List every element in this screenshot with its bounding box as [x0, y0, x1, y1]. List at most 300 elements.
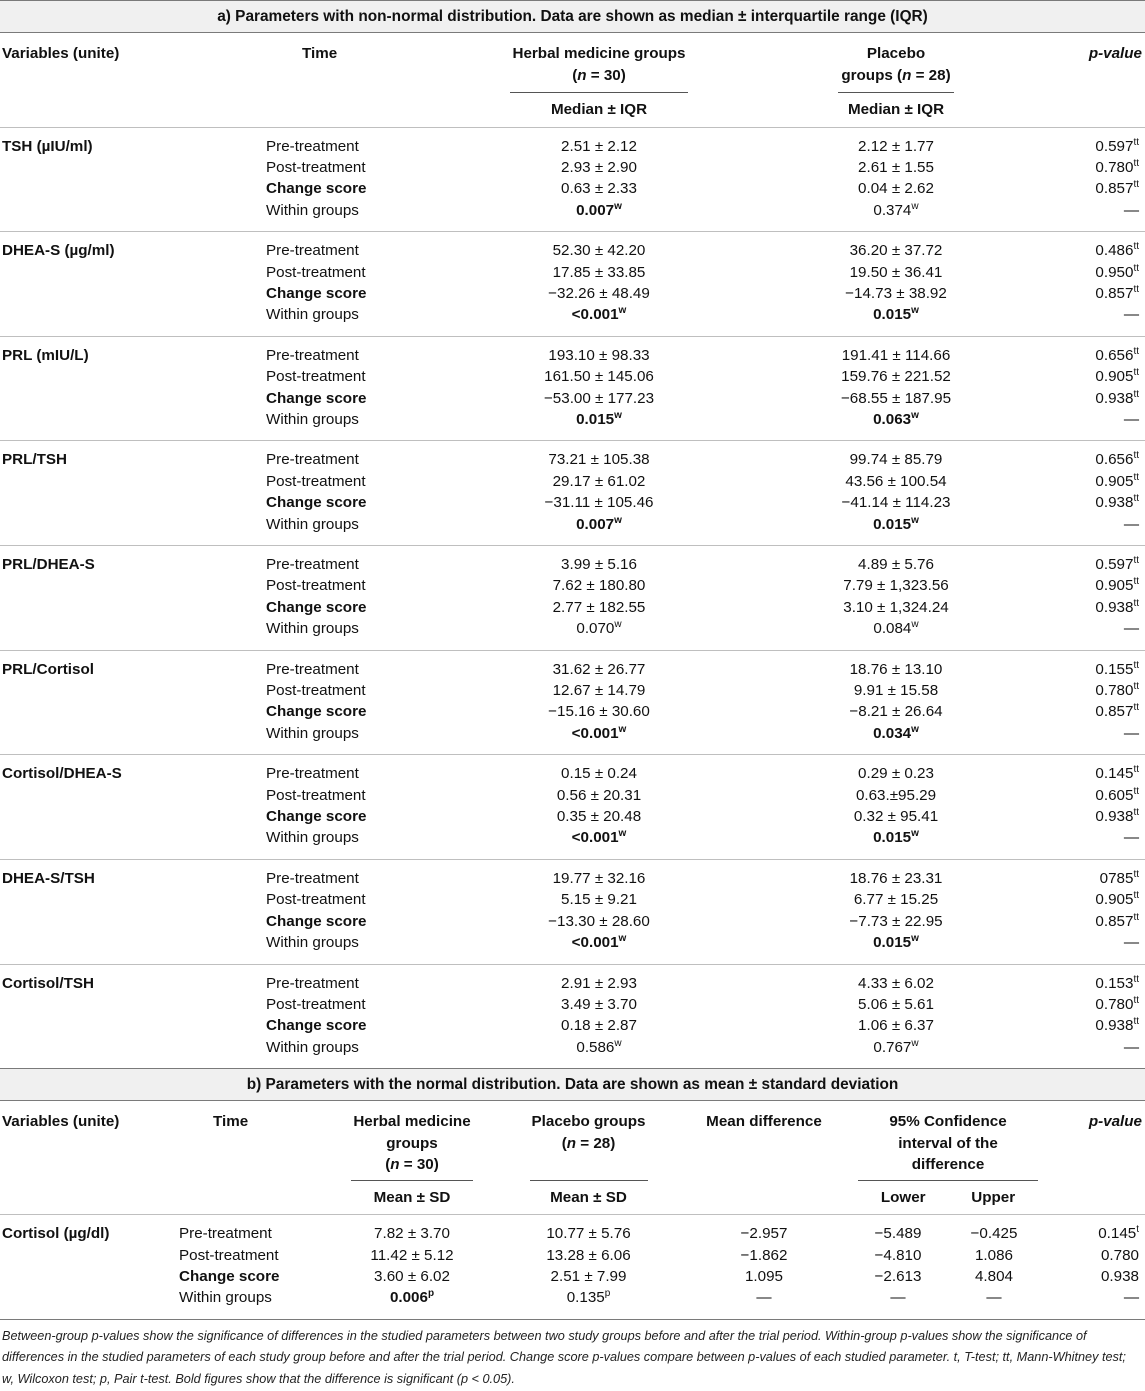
p-value-value: 0.656 [1095, 451, 1134, 469]
table-row [0, 597, 1145, 618]
placebo-value-value: 0.084 [873, 620, 912, 638]
herbal-value [452, 650, 746, 680]
herbal-value-value: −32.26 ± 48.49 [548, 284, 650, 302]
p-value-value: 0.145 [1098, 1225, 1137, 1243]
variable-name-empty [0, 514, 252, 546]
herbal-value [452, 283, 746, 304]
herbal-value-value: 52.30 ± 42.20 [552, 242, 646, 260]
p-value [1046, 232, 1145, 262]
placebo-value-value: 2.61 ± 1.55 [858, 158, 934, 176]
p-value-superscript: tt [1133, 1016, 1139, 1028]
placebo-value-value: −7.73 ± 22.95 [849, 912, 943, 930]
herbal-value [452, 409, 746, 441]
placebo-value [746, 859, 1046, 889]
herbal-value-value: 0.007 [576, 201, 615, 219]
herbal-value [452, 336, 746, 366]
table-row [0, 1215, 1145, 1245]
col-header-herbal-line1: Herbal medicine groups [512, 45, 686, 62]
variable-name-empty [0, 680, 252, 701]
time-label: Change score [266, 284, 367, 302]
p-value [1046, 680, 1145, 701]
p-value-value: — [1123, 515, 1139, 533]
table-row [0, 723, 1145, 755]
herbal-value-value: <0.001 [571, 829, 619, 847]
p-value-value: 0.145 [1095, 765, 1134, 783]
placebo-value-value: 10.77 ± 5.76 [546, 1225, 631, 1243]
p-value [1046, 1037, 1145, 1068]
p-value-superscript: tt [1133, 994, 1139, 1006]
time-label: Pre-treatment [266, 765, 359, 783]
p-value-value: 0.486 [1095, 242, 1134, 260]
p-value [1046, 157, 1145, 178]
placebo-value [746, 723, 1046, 755]
table-row [0, 283, 1145, 304]
table-row [0, 178, 1145, 199]
variable-name-empty [0, 932, 252, 964]
variable-name-empty [0, 304, 252, 336]
placebo-value-value: 0.015 [873, 306, 912, 324]
placebo-value [746, 650, 1046, 680]
part-a-header-row [0, 33, 1145, 127]
herbal-value [323, 1245, 501, 1266]
herbal-value [452, 994, 746, 1015]
ci-upper-value: −0.425 [970, 1225, 1018, 1243]
time-label: Change score [266, 389, 367, 407]
herbal-value-value: 0.006 [389, 1289, 428, 1307]
p-value-value: — [1123, 620, 1139, 638]
placebo-value [746, 1037, 1046, 1068]
p-value [1046, 597, 1145, 618]
variable-name: Cortisol/TSH [2, 974, 94, 992]
placebo-b-n: n [566, 1134, 577, 1152]
variable-name-empty [0, 889, 252, 910]
placebo-value-superscript: p [604, 1288, 611, 1300]
time-label: Post-treatment [266, 682, 366, 700]
variable-name-empty [0, 618, 252, 650]
herbal-value-value: 2.91 ± 2.93 [561, 974, 637, 992]
mean-difference-value: 1.095 [744, 1267, 783, 1285]
table-row [0, 618, 1145, 650]
p-value [1046, 650, 1145, 680]
table-row [0, 200, 1145, 232]
herbal-value [452, 755, 746, 785]
herbal-value-value: 3.49 ± 3.70 [561, 995, 637, 1013]
herbal-value [452, 388, 746, 409]
p-value-superscript: tt [1133, 807, 1139, 818]
time-label: Change score [266, 180, 367, 198]
p-value-superscript: tt [1133, 764, 1139, 776]
ci-lower-value: −4.810 [874, 1246, 922, 1264]
p-value-value: 0.857 [1095, 912, 1134, 930]
p-value-value: 0.605 [1095, 786, 1134, 804]
variable-name-empty [0, 471, 252, 492]
herbal-value-value: <0.001 [571, 306, 619, 324]
table-row [0, 262, 1145, 283]
placebo-value [746, 597, 1046, 618]
col-header-herbal-b-line3 [351, 1154, 473, 1176]
table-row [0, 441, 1145, 471]
herbal-value [452, 701, 746, 722]
time-label: Change score [266, 598, 367, 616]
p-value-value: 0.905 [1095, 472, 1134, 490]
p-value-value: 0.780 [1095, 682, 1134, 700]
time-label: Within groups [155, 1287, 323, 1319]
col-header-placebo-b [501, 1101, 676, 1215]
placebo-value-value: 0.015 [873, 934, 912, 952]
p-value [1046, 471, 1145, 492]
herbal-value-value: 2.93 ± 2.90 [561, 158, 637, 176]
placebo-value-value: 0.32 ± 95.41 [853, 808, 939, 826]
p-value-value: 0.938 [1095, 808, 1134, 826]
placebo-b-n-close: = 28) [576, 1134, 616, 1152]
time-label: Within groups [252, 200, 452, 232]
variable-name-empty [0, 157, 252, 178]
p-value [1046, 723, 1145, 755]
ci-upper [944, 1215, 1044, 1245]
placebo-value-value: 36.20 ± 37.72 [849, 242, 943, 260]
placebo-value [746, 701, 1046, 722]
placebo-value-value: 9.91 ± 15.58 [853, 682, 939, 700]
mean-difference [676, 1245, 852, 1266]
table-row [0, 911, 1145, 932]
table-row [0, 575, 1145, 596]
herbal-value-superscript: w [618, 933, 627, 945]
herbal-n-close: = 30) [586, 66, 626, 84]
p-value-superscript: tt [1133, 680, 1139, 692]
placebo-value [746, 546, 1046, 576]
table-row [0, 994, 1145, 1015]
herbal-value-value: 0.63 ± 2.33 [561, 180, 637, 198]
placebo-value [746, 471, 1046, 492]
p-value [1046, 336, 1145, 366]
placebo-value-value: 13.28 ± 6.06 [546, 1246, 631, 1264]
placebo-value [746, 409, 1046, 441]
variable-name-empty [0, 409, 252, 441]
herbal-value [452, 366, 746, 387]
table-row [0, 336, 1145, 366]
time-label: Within groups [252, 304, 452, 336]
ci-upper-value: — [986, 1289, 1002, 1307]
placebo-value [746, 911, 1046, 932]
col-header-placebo-line2 [838, 65, 954, 87]
placebo-value-superscript: w [911, 619, 919, 631]
time-label: Within groups [252, 618, 452, 650]
p-value [1046, 618, 1145, 650]
time-label: Pre-treatment [266, 451, 359, 469]
col-header-pvalue: p-value [1046, 33, 1145, 127]
variable-name-empty [0, 178, 252, 199]
herbal-value-value: <0.001 [571, 724, 619, 742]
variable-name-empty [0, 911, 252, 932]
time-label: Pre-treatment [179, 1225, 272, 1243]
p-value [1046, 492, 1145, 513]
p-value [1046, 806, 1145, 827]
p-value-value: 0.780 [1095, 995, 1134, 1013]
placebo-value-superscript: w [911, 200, 919, 212]
p-value-value: 0785 [1099, 869, 1134, 887]
p-value [1046, 785, 1145, 806]
p-value-superscript: tt [1133, 868, 1139, 880]
placebo-value [746, 232, 1046, 262]
variable-name: PRL/DHEA-S [2, 556, 95, 573]
p-value [1046, 889, 1145, 910]
p-value [1044, 1245, 1145, 1266]
p-value-value: 0.938 [1095, 598, 1134, 616]
col-subheader-herbal-b: Mean ± SD [351, 1180, 473, 1209]
time-label: Within groups [252, 932, 452, 964]
col-subheader-herbal: Median ± IQR [510, 92, 688, 121]
p-value [1046, 514, 1145, 546]
herbal-value-superscript: w [614, 1037, 622, 1049]
time-label: Change score [266, 1017, 367, 1035]
placebo-value-value: 2.12 ± 1.77 [858, 137, 934, 155]
variable-name-empty [0, 1037, 252, 1068]
placebo-value [746, 283, 1046, 304]
placebo-value-superscript: w [911, 1037, 919, 1049]
time-label: Post-treatment [179, 1246, 279, 1264]
col-header-placebo-b-line2 [530, 1133, 648, 1155]
placebo-value-value: 1.06 ± 6.37 [858, 1017, 934, 1035]
time-label: Post-treatment [266, 995, 366, 1013]
time-label: Within groups [252, 514, 452, 546]
p-value-superscript: tt [1133, 576, 1139, 588]
p-value [1046, 575, 1145, 596]
table-row [0, 806, 1145, 827]
part-b-body [0, 1215, 1145, 1320]
p-value-value: 0.905 [1095, 891, 1134, 909]
col-header-variables-b: Variables (unite) [0, 1101, 155, 1215]
herbal-value [452, 911, 746, 932]
ci-upper [944, 1245, 1044, 1266]
p-value-value: — [1123, 1289, 1139, 1307]
variable-name-empty [0, 723, 252, 755]
col-header-herbal-b-line1: Herbal medicine [353, 1113, 471, 1131]
col-header-herbal-b-line2: groups [386, 1134, 438, 1152]
variable-name: Cortisol/DHEA-S [2, 765, 122, 783]
variable-name: PRL/TSH [2, 451, 67, 469]
herbal-value-value: 0.15 ± 0.24 [561, 765, 637, 783]
herbal-value-value: 161.50 ± 145.06 [544, 368, 654, 386]
time-label: Within groups [252, 827, 452, 859]
variable-name-empty [0, 1245, 155, 1266]
variable-name-empty [0, 283, 252, 304]
table-footnote: Between-group p-values show the significance of differences in the studied parameters between two study groups before and after the trial period. Within-group p-values show the significance of differences in the studied parameters of each study group before and after the trial period. Change score p-values compare between p-values of each studied parameter. t, T-test; tt, Mann-Whitney test; w, Wilcoxon test; p, Pair t-test. Bold figures show that the difference is significant (p < 0.05). [2, 1328, 1126, 1386]
time-label: Change score [266, 494, 367, 512]
variable-name-empty [0, 575, 252, 596]
p-value [1044, 1287, 1145, 1319]
herbal-value [452, 127, 746, 157]
col-subheader-upper: Upper [971, 1188, 1016, 1206]
placebo-value-value: 4.89 ± 5.76 [858, 556, 934, 573]
placebo-value [746, 680, 1046, 701]
table-row [0, 388, 1145, 409]
table-row [0, 157, 1145, 178]
mean-difference-value: −1.862 [740, 1246, 788, 1264]
p-value [1046, 859, 1145, 889]
variable-name-empty [0, 806, 252, 827]
col-header-variables: Variables (unite) [0, 33, 252, 127]
part-a-table [0, 33, 1145, 1068]
p-value [1046, 262, 1145, 283]
p-value-value: — [1123, 410, 1139, 428]
placebo-value-value: 0.63.±95.29 [855, 786, 937, 804]
placebo-value [746, 492, 1046, 513]
herbal-value-value: −15.16 ± 30.60 [548, 703, 650, 721]
ci-lower-value: −2.613 [874, 1267, 922, 1285]
table-row [0, 680, 1145, 701]
placebo-value-value: 0.135 [566, 1289, 605, 1307]
time-label: Post-treatment [266, 786, 366, 804]
p-value-value: 0.857 [1095, 703, 1134, 721]
p-value-superscript: tt [1133, 136, 1139, 148]
ci-lower-value: — [890, 1289, 906, 1307]
p-value-value: 0.905 [1095, 368, 1134, 386]
table-row [0, 366, 1145, 387]
herbal-n: n [577, 66, 587, 84]
placebo-value [746, 127, 1046, 157]
placebo-value-value: 191.41 ± 114.66 [841, 346, 951, 364]
time-label: Change score [266, 808, 367, 826]
herbal-value [452, 200, 746, 232]
table-row [0, 859, 1145, 889]
herbal-n-open: ( [572, 66, 578, 84]
herbal-value-value: −31.11 ± 105.46 [544, 494, 654, 512]
placebo-value-value: 18.76 ± 13.10 [849, 660, 943, 678]
p-value-value: 0.938 [1095, 494, 1134, 512]
herbal-value [323, 1215, 501, 1245]
placebo-value [501, 1266, 676, 1287]
time-label: Post-treatment [266, 891, 366, 909]
placebo-value-value: 0.29 ± 0.23 [858, 765, 934, 783]
part-b-table [0, 1101, 1145, 1320]
variable-name-empty [0, 492, 252, 513]
table-row [0, 409, 1145, 441]
placebo-value [746, 994, 1046, 1015]
herbal-value [452, 575, 746, 596]
herbal-value-value: 0.586 [576, 1038, 615, 1056]
herbal-value [452, 232, 746, 262]
table-row [0, 471, 1145, 492]
table-row [0, 1015, 1145, 1036]
placebo-value [501, 1245, 676, 1266]
herbal-value-value: 0.35 ± 20.48 [556, 808, 642, 826]
p-value-value: — [1123, 829, 1139, 847]
col-header-herbal [452, 33, 746, 127]
p-value [1046, 964, 1145, 994]
p-value [1046, 127, 1145, 157]
placebo-value-value: 2.51 ± 7.99 [550, 1267, 627, 1285]
p-value-value: 0.857 [1095, 180, 1134, 198]
table-row [0, 701, 1145, 722]
ci-lower [852, 1287, 944, 1319]
herbal-value-superscript: w [618, 723, 627, 735]
col-header-time-b: Time [155, 1101, 323, 1215]
herbal-value-value: 0.015 [576, 410, 615, 428]
herbal-value [452, 514, 746, 546]
placebo-value [746, 262, 1046, 283]
placebo-value-value: 4.33 ± 6.02 [858, 974, 934, 992]
herbal-value-superscript: w [618, 828, 627, 840]
p-value [1044, 1215, 1145, 1245]
mean-difference-value: −2.957 [740, 1225, 788, 1243]
placebo-value-superscript: w [911, 305, 919, 317]
herbal-value-value: 17.85 ± 33.85 [552, 263, 646, 281]
placebo-value-value: 0.015 [873, 515, 912, 533]
herbal-value [452, 827, 746, 859]
ci-lower-value: −5.489 [874, 1225, 922, 1243]
p-value-value: 0.656 [1095, 346, 1134, 364]
placebo-value [746, 827, 1046, 859]
variable-name-empty [0, 701, 252, 722]
placebo-value [501, 1287, 676, 1319]
time-label: Pre-treatment [266, 242, 359, 260]
placebo-value-value: 5.06 ± 5.61 [858, 995, 934, 1013]
herbal-b-n-close: = 30) [399, 1156, 439, 1174]
herbal-value-value: 193.10 ± 98.33 [548, 346, 650, 364]
time-label: Post-treatment [266, 263, 366, 281]
p-value [1046, 388, 1145, 409]
p-value-superscript: tt [1133, 283, 1139, 295]
time-label: Pre-treatment [266, 346, 359, 364]
placebo-value [746, 785, 1046, 806]
p-value [1046, 178, 1145, 199]
herbal-value [452, 785, 746, 806]
herbal-value [452, 806, 746, 827]
table-row [0, 127, 1145, 157]
time-label: Pre-treatment [266, 974, 359, 992]
variable-name: Cortisol (µg/dl) [2, 1225, 110, 1243]
herbal-value-value: 2.51 ± 2.12 [561, 137, 637, 155]
p-value [1046, 366, 1145, 387]
time-label: Within groups [252, 409, 452, 441]
p-value-value: 0.153 [1095, 974, 1134, 992]
col-header-ci [852, 1101, 1044, 1215]
placebo-value-value: 159.76 ± 221.52 [841, 368, 951, 386]
placebo-value-value: 0.034 [873, 724, 912, 742]
col-subheader-placebo-b: Mean ± SD [530, 1180, 648, 1209]
ci-lower [852, 1266, 944, 1287]
variable-name: TSH (µIU/ml) [2, 137, 93, 155]
placebo-value [746, 889, 1046, 910]
time-label: Pre-treatment [266, 660, 359, 678]
herbal-value [452, 178, 746, 199]
herbal-value [452, 680, 746, 701]
variable-name-empty [0, 200, 252, 232]
herbal-value [452, 471, 746, 492]
herbal-value [452, 859, 746, 889]
mean-difference [676, 1266, 852, 1287]
part-b-header-row [0, 1101, 1145, 1215]
herbal-value-superscript: w [614, 514, 622, 526]
herbal-b-n: n [390, 1156, 400, 1174]
variable-name-empty [0, 366, 252, 387]
p-value [1046, 304, 1145, 336]
table-row [0, 889, 1145, 910]
herbal-value-superscript: w [614, 619, 622, 631]
part-a-body [0, 127, 1145, 1068]
herbal-value-value: 5.15 ± 9.21 [561, 891, 637, 909]
mean-difference-value: — [756, 1289, 772, 1307]
placebo-value-value: 6.77 ± 15.25 [853, 891, 939, 909]
placebo-value-value: −8.21 ± 26.64 [849, 703, 943, 721]
ci-upper [944, 1287, 1044, 1319]
placebo-value-value: 0.374 [873, 201, 912, 219]
placebo-value [746, 806, 1046, 827]
placebo-value [746, 514, 1046, 546]
herbal-value-value: 3.99 ± 5.16 [561, 556, 637, 573]
p-value-value: 0.155 [1095, 660, 1134, 678]
p-value [1044, 1266, 1145, 1287]
